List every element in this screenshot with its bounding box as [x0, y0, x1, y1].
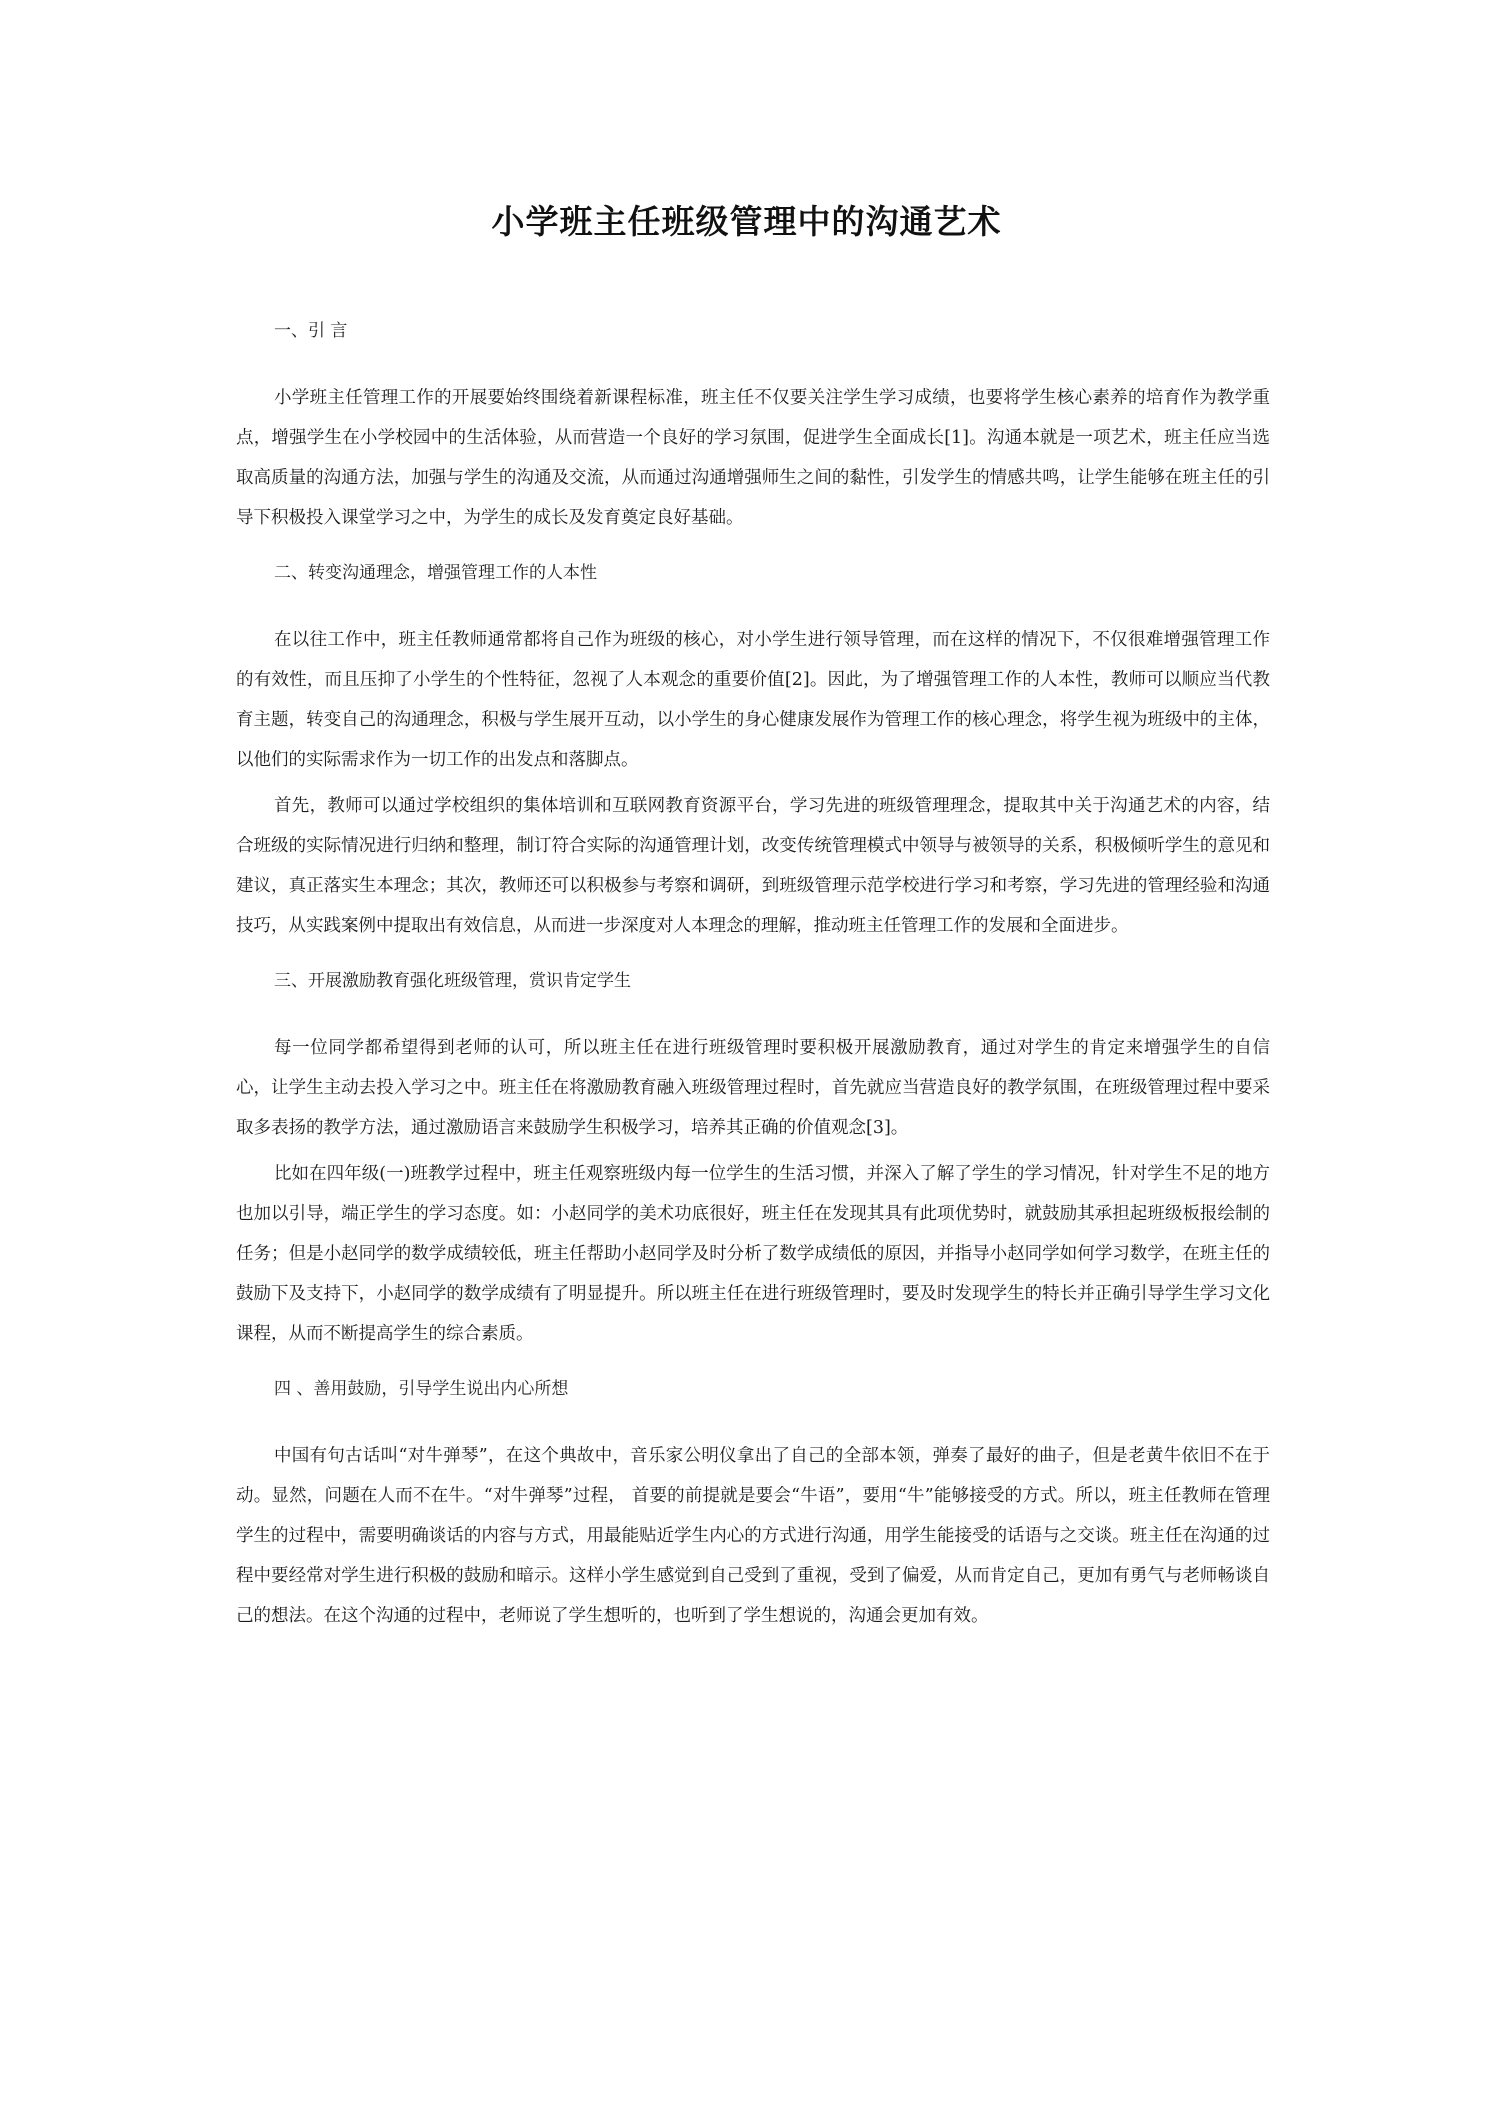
- section-heading: 一、引 言: [274, 321, 348, 341]
- body-paragraph: 每一位同学都希望得到老师的认可，所以班主任在进行班级管理时要积极开展激励教育，通过对学生的肯定来增强学生的自信心，让学生主动去投入学习之中。班主任在将激励教育融入班级管理过程时，首先就应当营造良好的教学氛围，在班级管理过程中要采取多表扬的教学方法，通过激励语言来鼓励学生积极学习，培养其正确的价值观念[3]。: [236, 1038, 1270, 1138]
- section-introduction: [236, 318, 1270, 538]
- document-body: [236, 318, 1270, 1636]
- section-communication-concept: [236, 560, 1270, 946]
- section-heading: 四 、善用鼓励，引导学生说出内心所想: [274, 1379, 569, 1399]
- section-encouragement: [236, 1376, 1270, 1636]
- body-paragraph: 中国有句古话叫“对牛弹琴”，在这个典故中，音乐家公明仪拿出了自己的全部本领，弹奏了最好的曲子，但是老黄牛依旧不在于动。显然，问题在人而不在牛。“对牛弹琴”过程， 首要的前提就是要会“牛语”，要用“牛”能够接受的方式。所以，班主任教师在管理学生的过程中，需要明确谈话的内容与方式，用最能贴近学生内心的方式进行沟通，用学生能接受的话语与之交谈。班主任在沟通的过程中要经常对学生进行积极的鼓励和暗示。这样小学生感觉到自己受到了重视，受到了偏爱，从而肯定自己，更加有勇气与老师畅谈自己的想法。在这个沟通的过程中，老师说了学生想听的，也听到了学生想说的，沟通会更加有效。: [236, 1446, 1270, 1626]
- section-heading: 三、开展激励教育强化班级管理，赏识肯定学生: [274, 971, 631, 991]
- section-incentive-education: [236, 968, 1270, 1354]
- body-paragraph: 比如在四年级(一)班教学过程中，班主任观察班级内每一位学生的生活习惯，并深入了解了学生的学习情况，针对学生不足的地方也加以引导，端正学生的学习态度。如：小赵同学的美术功底很好，班主任在发现其具有此项优势时，就鼓励其承担起班级板报绘制的任务；但是小赵同学的数学成绩较低，班主任帮助小赵同学及时分析了数学成绩低的原因，并指导小赵同学如何学习数学，在班主任的鼓励下及支持下，小赵同学的数学成绩有了明显提升。所以班主任在进行班级管理时，要及时发现学生的特长并正确引导学生学习文化课程，从而不断提高学生的综合素质。: [236, 1164, 1270, 1344]
- body-paragraph: 在以往工作中，班主任教师通常都将自己作为班级的核心，对小学生进行领导管理，而在这样的情况下，不仅很难增强管理工作的有效性，而且压抑了小学生的个性特征，忽视了人本观念的重要价值[2]。因此，为了增强管理工作的人本性，教师可以顺应当代教育主题，转变自己的沟通理念，积极与学生展开互动，以小学生的身心健康发展作为管理工作的核心理念，将学生视为班级中的主体，以他们的实际需求作为一切工作的出发点和落脚点。: [236, 630, 1270, 770]
- section-heading: 二、转变沟通理念，增强管理工作的人本性: [274, 563, 597, 583]
- document-title: 小学班主任班级管理中的沟通艺术: [491, 202, 1002, 241]
- body-paragraph: 首先，教师可以通过学校组织的集体培训和互联网教育资源平台，学习先进的班级管理理念，提取其中关于沟通艺术的内容，结合班级的实际情况进行归纳和整理，制订符合实际的沟通管理计划，改变传统管理模式中领导与被领导的关系，积极倾听学生的意见和建议，真正落实生本理念；其次，教师还可以积极参与考察和调研，到班级管理示范学校进行学习和考察，学习先进的管理经验和沟通技巧，从实践案例中提取出有效信息，从而进一步深度对人本理念的理解，推动班主任管理工作的发展和全面进步。: [236, 796, 1270, 936]
- body-paragraph: 小学班主任管理工作的开展要始终围绕着新课程标准，班主任不仅要关注学生学习成绩，也要将学生核心素养的培育作为教学重点，增强学生在小学校园中的生活体验，从而营造一个良好的学习氛围，促进学生全面成长[1]。沟通本就是一项艺术，班主任应当选取高质量的沟通方法，加强与学生的沟通及交流，从而通过沟通增强师生之间的黏性，引发学生的情感共鸣，让学生能够在班主任的引导下积极投入课堂学习之中，为学生的成长及发育奠定良好基础。: [236, 388, 1270, 528]
